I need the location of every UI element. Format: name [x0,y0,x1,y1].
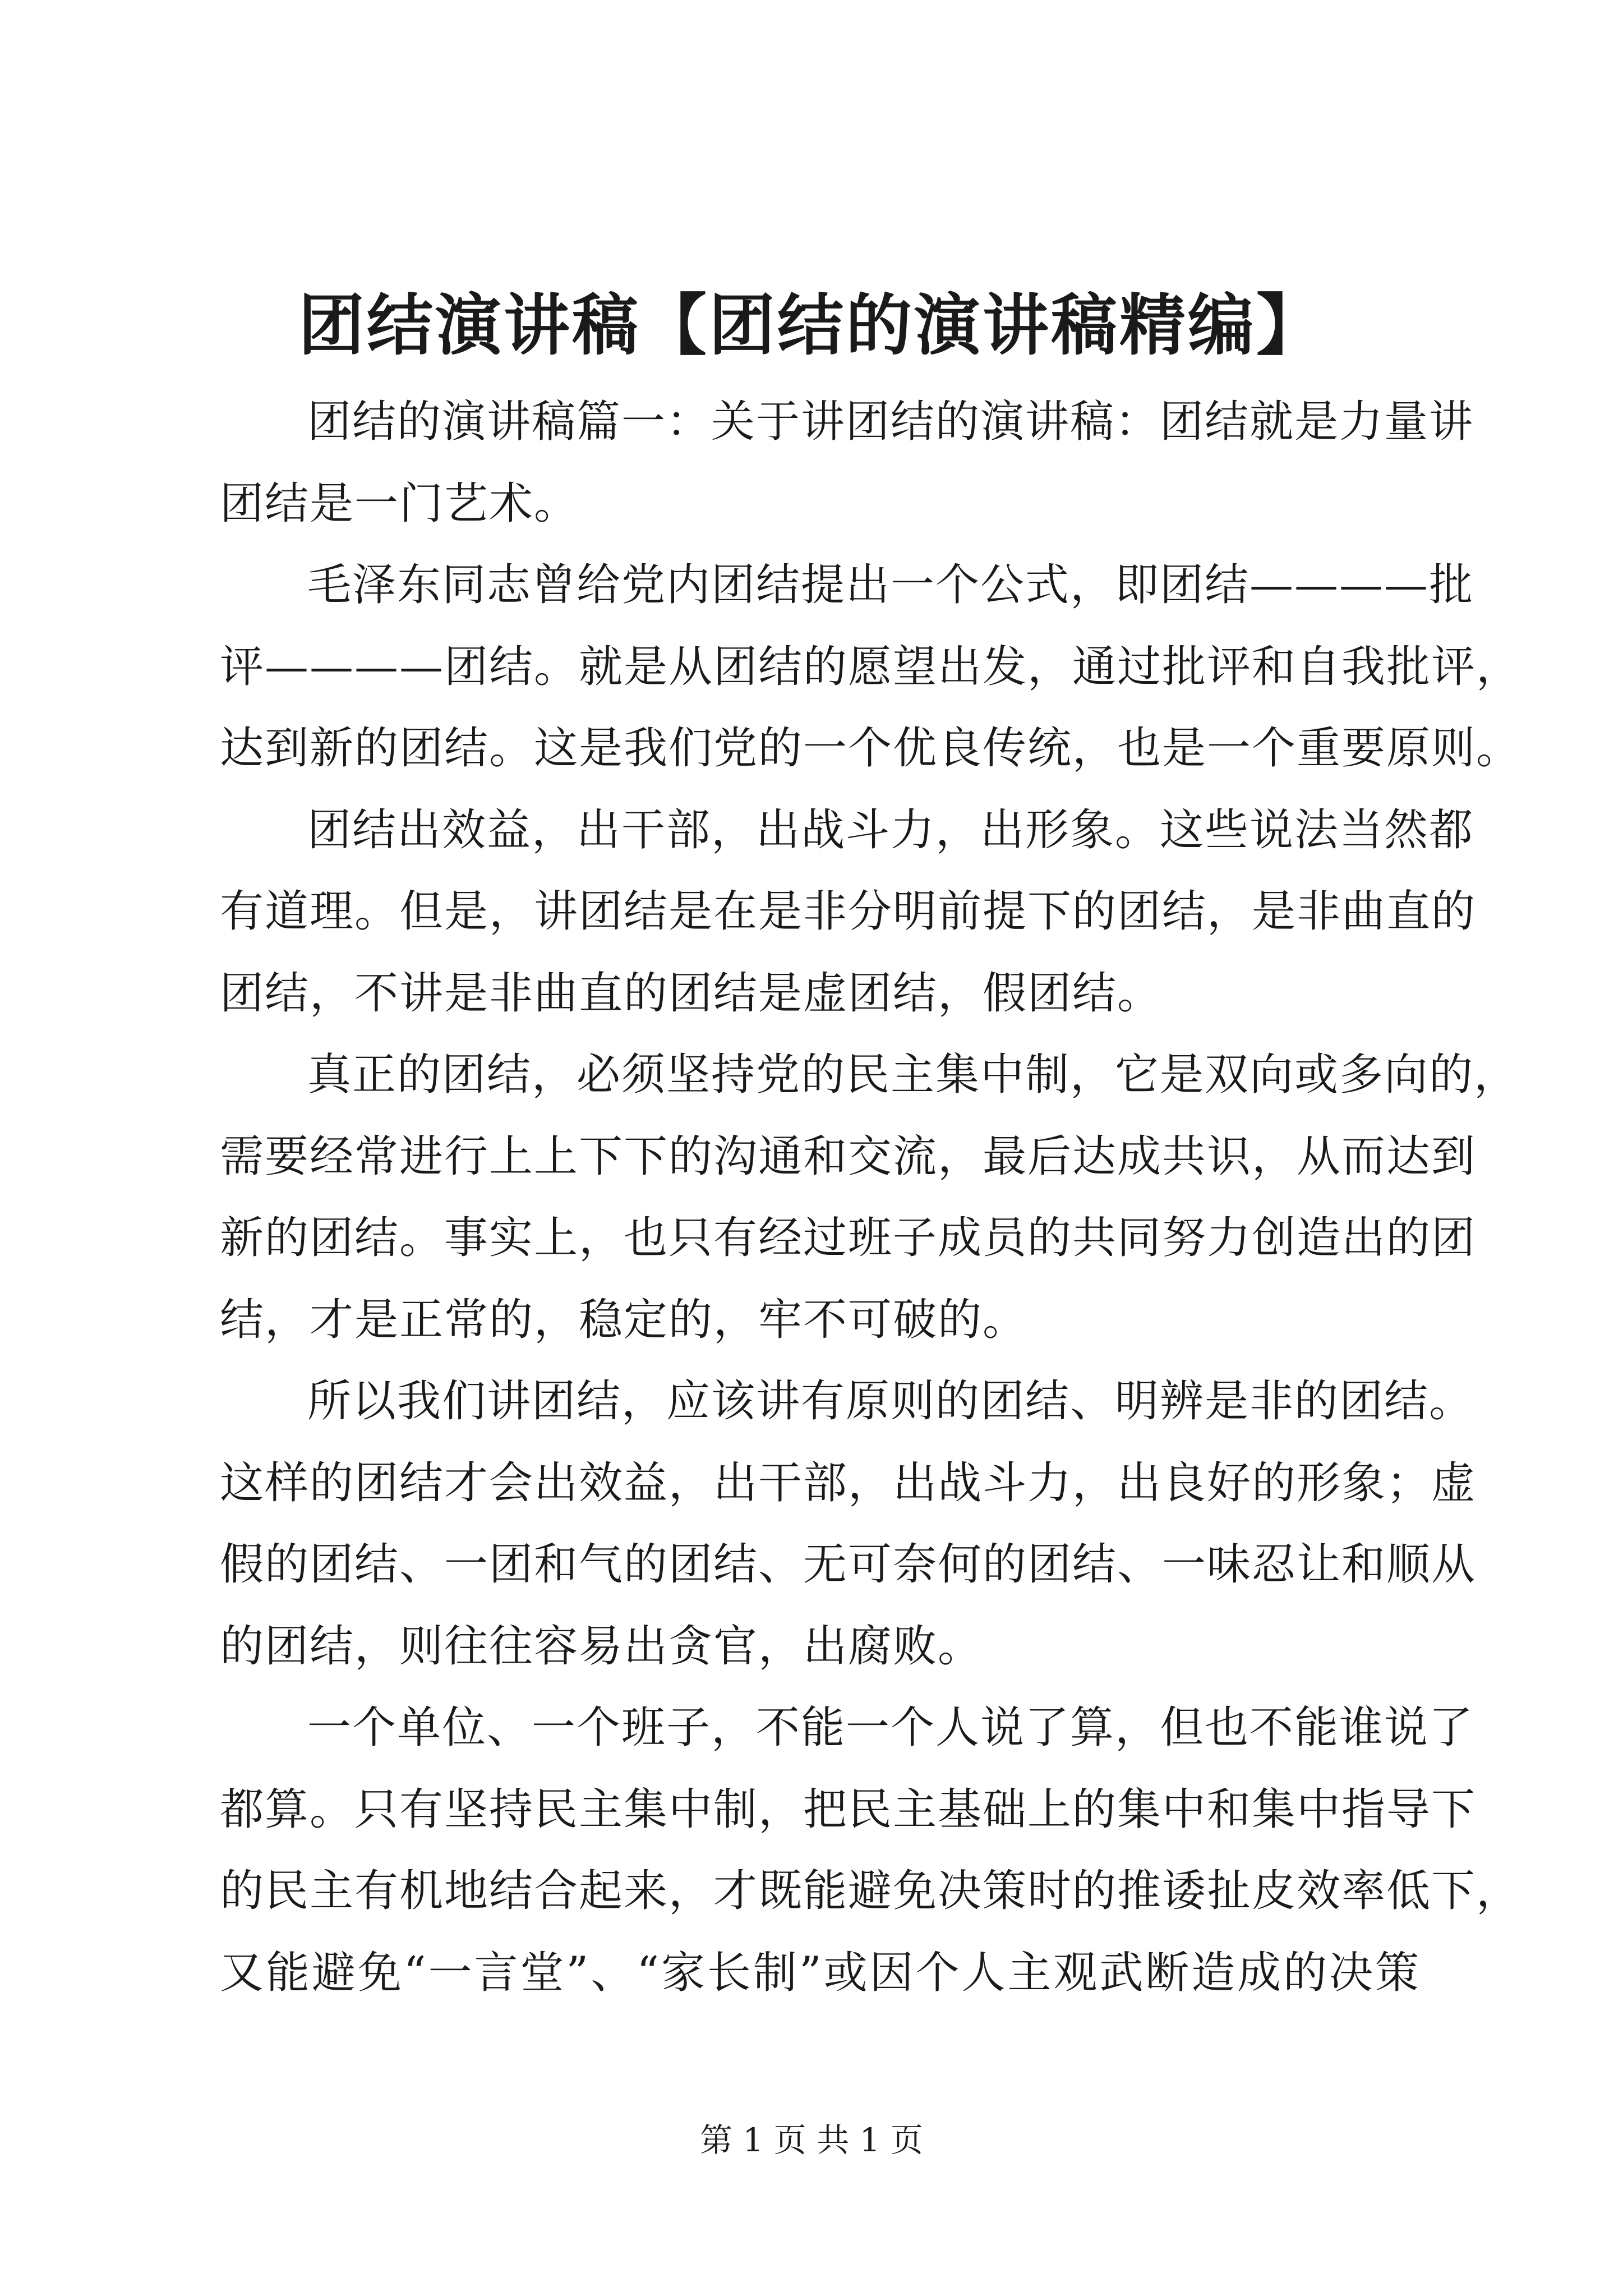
text-line: 这样的团结才会出效益，出干部，出战斗力，出良好的形象；虚 [220,1457,1477,1508]
text-line: 所以我们讲团结，应该讲有原则的团结、明辨是非的团结。 [307,1376,1474,1427]
text-line: 真正的团结，必须坚持党的民主集中制，它是双向或多向的， [307,1050,1519,1100]
text-line: 假的团结、一团和气的团结、无可奈何的团结、一味忍让和顺从 [220,1539,1477,1590]
text-line: 评————团结。就是从团结的愿望出发，通过批评和自我批评， [220,641,1521,692]
text-line: 团结出效益，出干部，出战斗力，出形象。这些说法当然都 [307,804,1474,855]
text-line: 结，才是正常的，稳定的，牢不可破的。 [220,1294,1028,1345]
text-line: 毛泽东同志曾给党内团结提出一个公式，即团结————批 [307,560,1474,610]
paragraph-1 [220,381,1474,545]
paragraph-6 [220,1687,1521,2014]
paragraph-5 [220,1361,1477,1687]
text-line: 新的团结。事实上，也只有经过班子成员的共同努力创造出的团 [220,1213,1477,1263]
text-line: 团结是一门艺术。 [220,478,579,529]
document-body [220,381,1521,2014]
text-line: 团结的演讲稿篇一：关于讲团结的演讲稿：团结就是力量讲 [307,397,1474,447]
paragraph-4 [220,1034,1519,1361]
text-line: 都算。只有坚持民主集中制，把民主基础上的集中和集中指导下 [220,1784,1477,1835]
paragraph-2 [220,545,1521,790]
text-line: 团结，不讲是非曲直的团结是虚团结，假团结。 [220,968,1163,1019]
text-line: 又能避免“一言堂”、“家长制”或因个人主观武断造成的决策 [220,1947,1420,1998]
text-line: 的民主有机地结合起来，才既能避免决策时的推诿扯皮效率低下， [220,1866,1521,1916]
text-line: 达到新的团结。这是我们党的一个优良传统，也是一个重要原则。 [220,723,1521,774]
document-title: 团结演讲稿【团结的演讲稿精编】 [298,286,1325,364]
text-line: 需要经常进行上上下下的沟通和交流，最后达成共识，从而达到 [220,1131,1477,1182]
text-line: 的团结，则往往容易出贪官，出腐败。 [220,1621,983,1672]
text-line: 有道理。但是，讲团结是在是非分明前提下的团结，是非曲直的 [220,886,1477,937]
page-footer: 第 1 页 共 1 页 [700,2121,923,2159]
text-line: 一个单位、一个班子，不能一个人说了算，但也不能谁说了 [307,1703,1474,1753]
paragraph-3 [220,790,1477,1035]
